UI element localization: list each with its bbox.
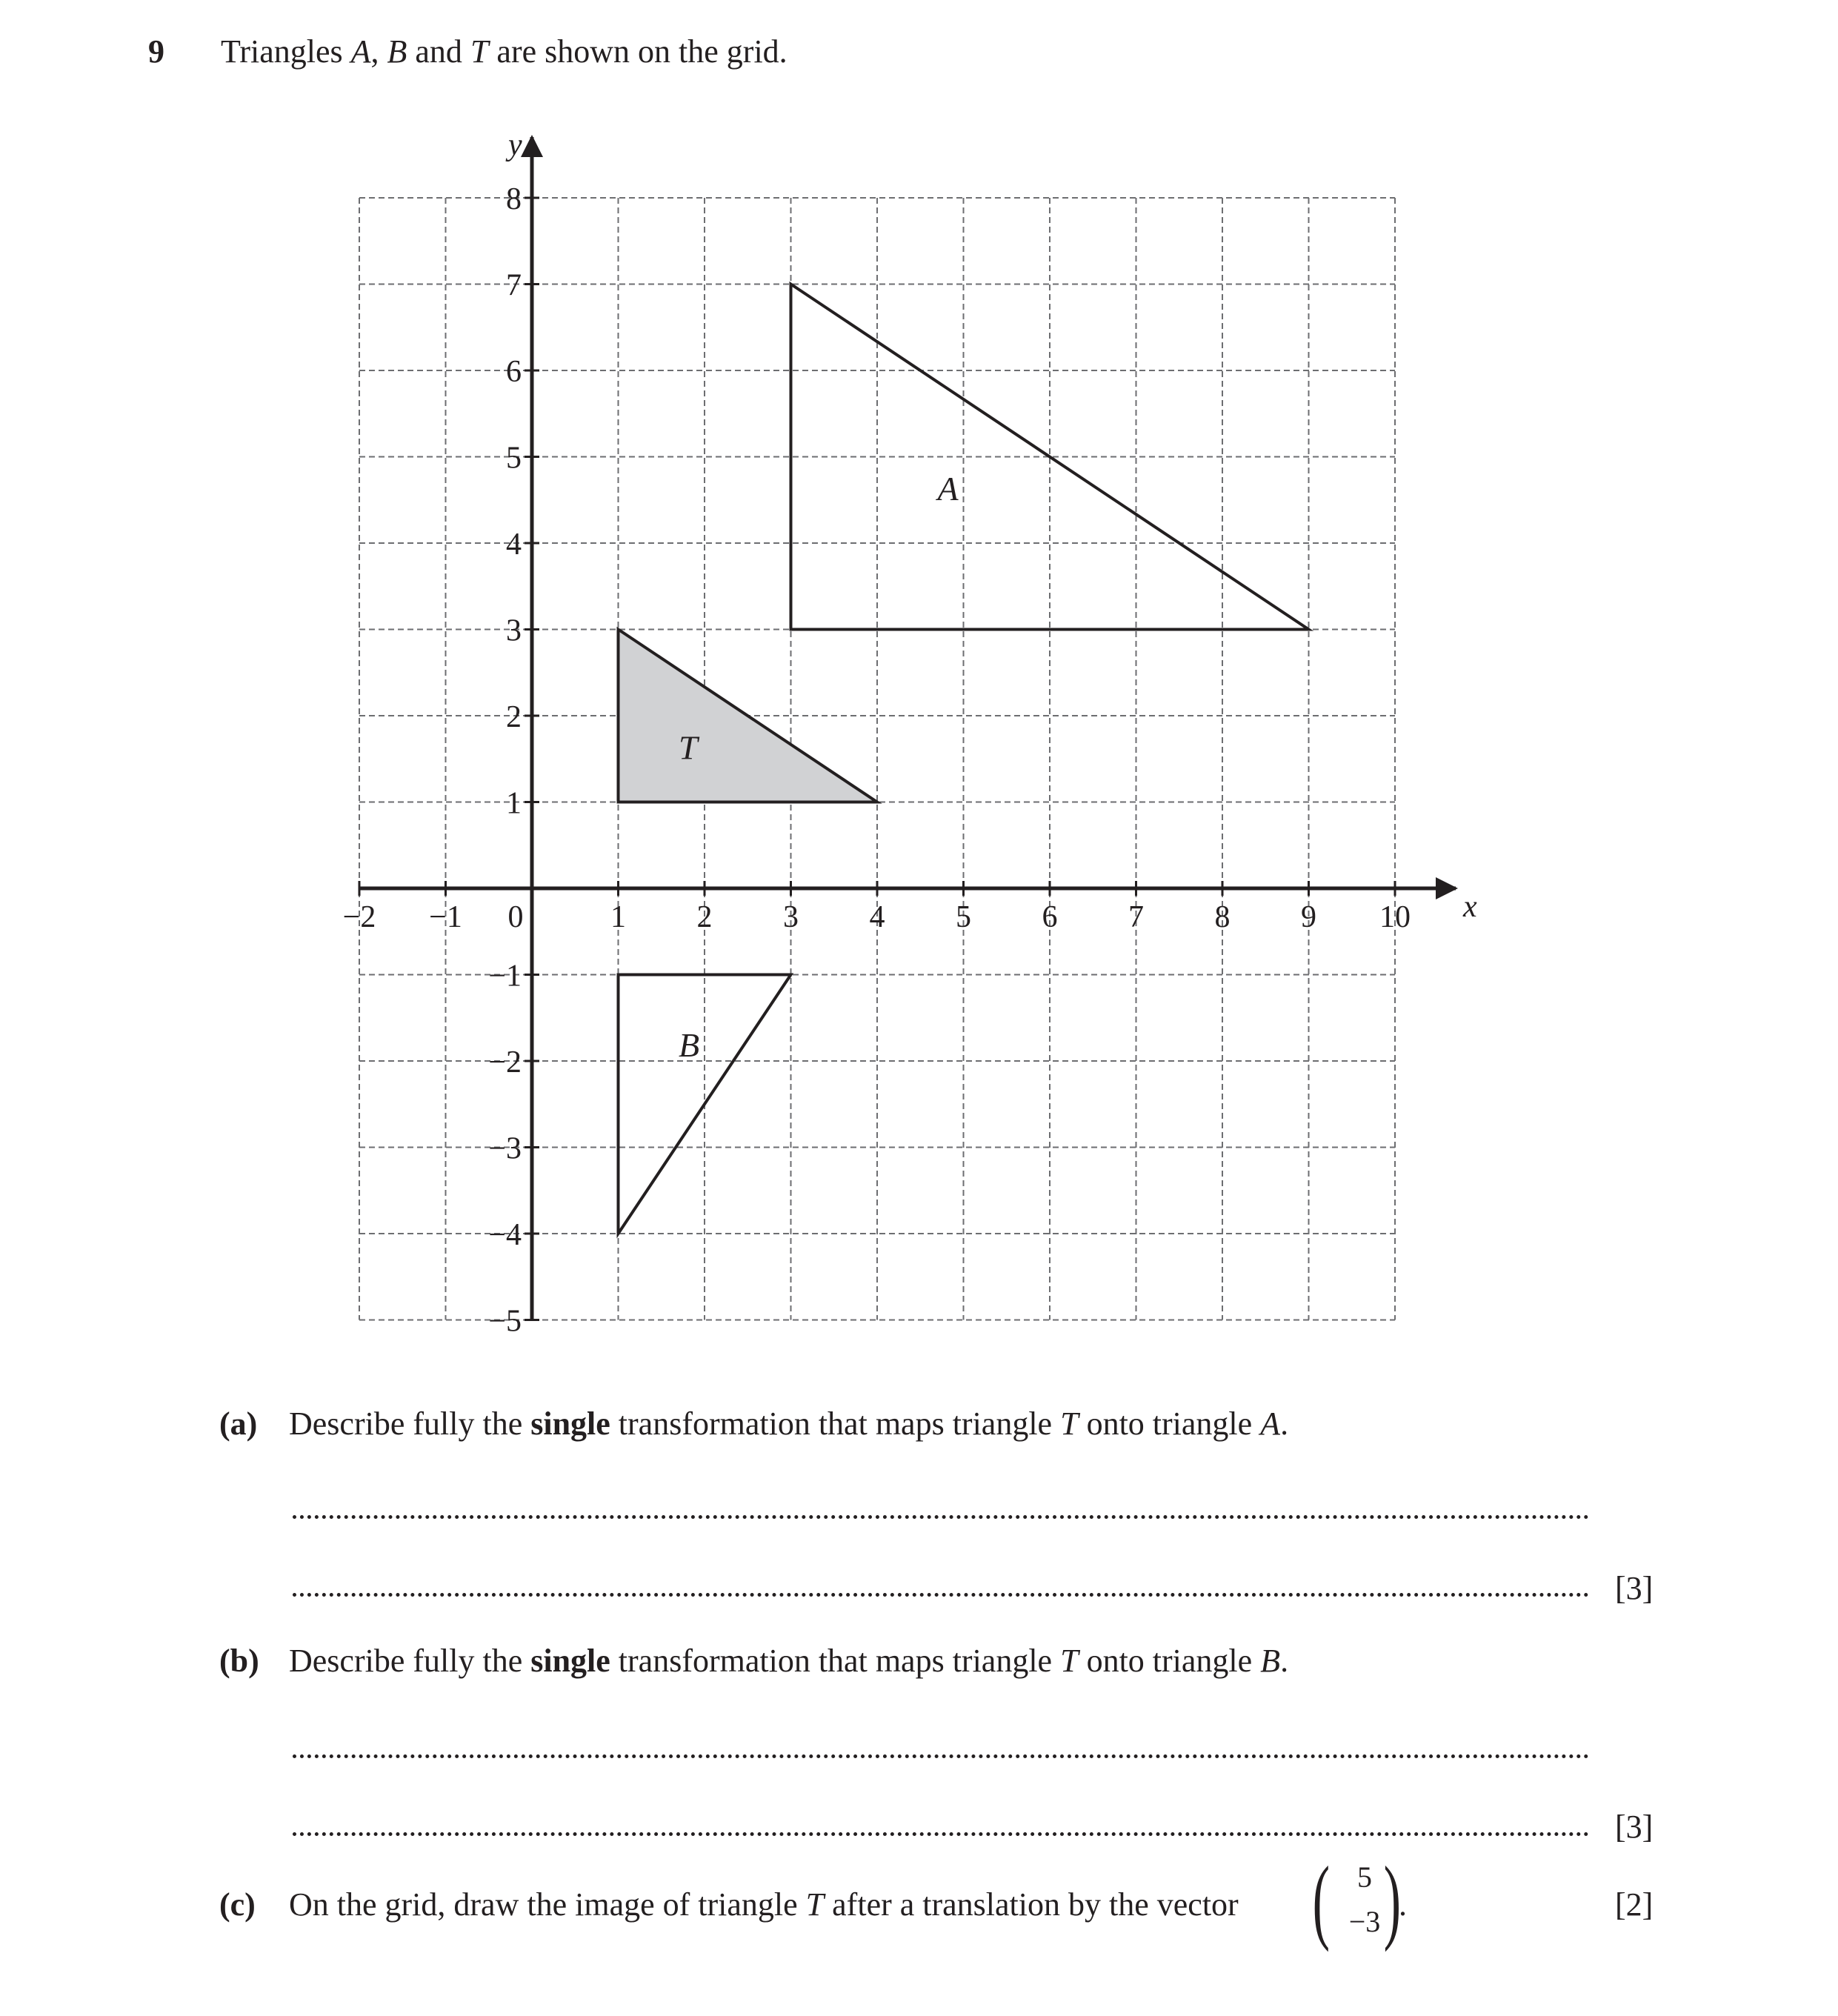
part-a <box>219 1405 257 1443</box>
triangle-t <box>619 630 878 802</box>
part-b-label: (b) <box>219 1643 259 1679</box>
vector-left-paren: ( <box>1312 1847 1331 1952</box>
x-tick-label: 10 <box>1379 900 1411 934</box>
part-c-label: (c) <box>219 1886 256 1923</box>
x-tick-label: 0 <box>507 900 524 934</box>
marks-c: [2] <box>1615 1886 1654 1923</box>
y-tick-label: −3 <box>488 1131 522 1166</box>
y-tick-label: 7 <box>506 268 522 303</box>
y-tick-label: 8 <box>506 182 522 216</box>
y-tick-label: 1 <box>506 786 522 821</box>
triangle-label-a: A <box>937 469 959 508</box>
y-tick-label: 3 <box>506 613 522 648</box>
x-tick-label: 9 <box>1301 900 1316 934</box>
label-a: A <box>350 33 371 70</box>
x-tick-label: 6 <box>1042 900 1058 934</box>
y-axis-label: y <box>508 128 522 162</box>
answer-line-a2[interactable] <box>293 1593 1589 1597</box>
axes <box>359 137 1456 1320</box>
answer-line-a1[interactable] <box>293 1515 1589 1519</box>
x-axis-label: x <box>1463 890 1477 924</box>
part-a-text: Describe fully the single transformation that maps triangle T onto triangle A. <box>289 1405 1289 1442</box>
y-tick-label: 6 <box>506 355 522 389</box>
x-tick-label: 7 <box>1128 900 1144 934</box>
question-stem: Triangles A, B and T are shown on the grid. <box>221 33 788 70</box>
part-a-label: (a) <box>219 1405 258 1442</box>
triangle-label-b: B <box>679 1026 700 1065</box>
y-tick-label: −1 <box>488 959 522 994</box>
part-b <box>219 1642 259 1680</box>
part-c-text: On the grid, draw the image of triangle T after a translation by the vector <box>289 1886 1239 1923</box>
y-tick-label: −4 <box>488 1218 522 1252</box>
y-tick-label: 2 <box>506 700 522 734</box>
x-tick-label: 4 <box>869 900 885 934</box>
part-c <box>219 1886 256 1923</box>
x-tick-label: 1 <box>610 900 626 934</box>
vector-right-paren: ) <box>1383 1847 1402 1952</box>
part-c-end: . <box>1399 1886 1407 1923</box>
y-tick-label: −2 <box>488 1045 522 1079</box>
triangle-label-t: T <box>679 728 698 767</box>
y-tick-label: −5 <box>488 1304 522 1339</box>
answer-line-b1[interactable] <box>293 1754 1589 1758</box>
label-t: T <box>470 33 489 70</box>
x-tick-label: 2 <box>696 900 713 934</box>
marks-a: [3] <box>1615 1570 1654 1606</box>
y-tick-label: 5 <box>506 441 522 476</box>
vector-bottom: −3 <box>1348 1905 1381 1938</box>
marks-b: [3] <box>1615 1809 1654 1845</box>
x-tick-label: 3 <box>783 900 799 934</box>
x-tick-label: 8 <box>1214 900 1231 934</box>
part-b-text: Describe fully the single transformation that maps triangle T onto triangle B. <box>289 1643 1289 1679</box>
vector-top: 5 <box>1357 1860 1372 1894</box>
x-tick-label: −1 <box>429 900 462 934</box>
x-tick-label: −2 <box>342 900 376 934</box>
label-b: B <box>387 33 407 70</box>
answer-line-b2[interactable] <box>293 1832 1589 1836</box>
question-number: 9 <box>148 33 164 70</box>
y-tick-label: 4 <box>506 528 522 562</box>
x-tick-label: 5 <box>956 900 971 934</box>
tick-labels <box>343 128 1477 1339</box>
